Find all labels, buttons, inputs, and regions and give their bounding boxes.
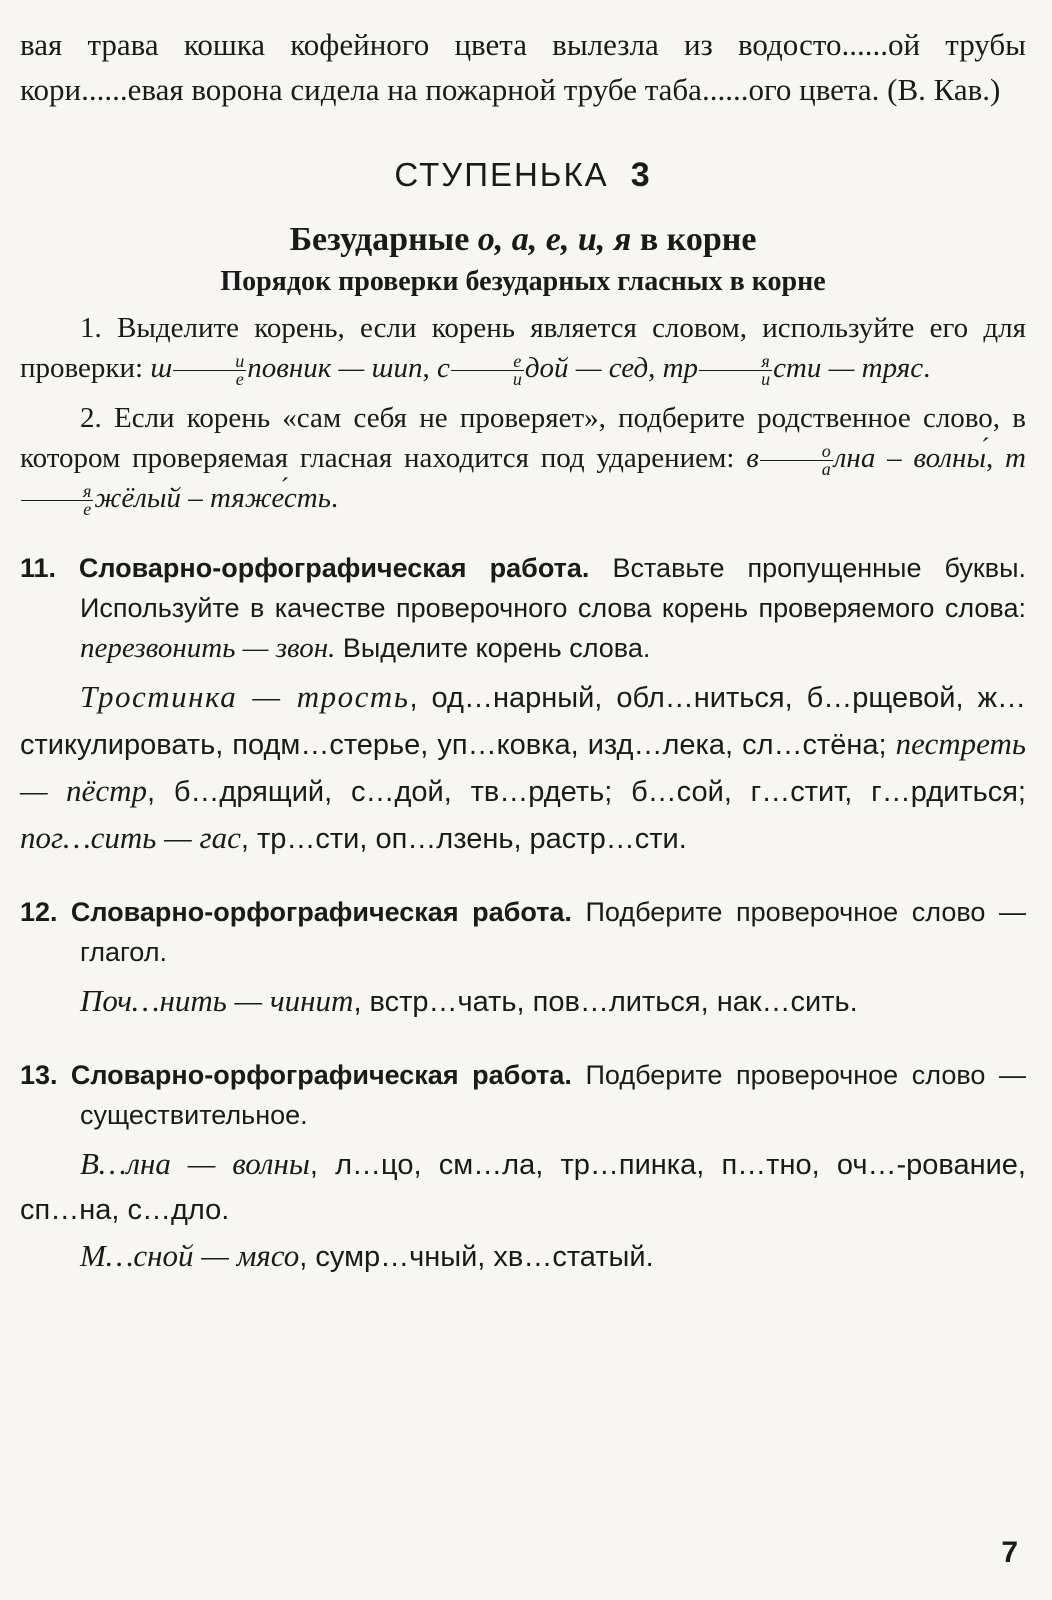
exercise-12-number: 12. <box>20 897 58 927</box>
exercise-11-title: Словарно-орфографическая работа. <box>78 553 590 583</box>
exercise-13-number: 13. <box>20 1060 58 1090</box>
exercise-13 <box>20 1055 1026 1280</box>
section-title-end: в корне <box>631 221 757 258</box>
section-title-vowels: о, а, е, и, я <box>477 221 632 258</box>
section-title-start: Безударные <box>289 221 478 258</box>
rule-2-example-1: в $\frac{о}{а}$ лна – ´ волны <box>746 442 986 474</box>
example-word: Поч…нить — чинит <box>80 983 354 1018</box>
example-word: М…сной — мясо <box>80 1238 300 1273</box>
step-label: СТУПЕНЬКА <box>394 156 609 193</box>
exercise-11-number: 11. <box>20 553 57 583</box>
exercise-12-words: Поч…нить — чинит, встр…чать, пов…литься, нак…сить. <box>80 983 858 1018</box>
exercise-12 <box>20 892 1026 1025</box>
exercise-13-title: Словарно-орфографическая работа. <box>70 1060 572 1090</box>
exercise-11-words: Тростинка — трость, од…нарный, обл…ниться, б…рщевой, ж…стикулировать, подм…стерье, уп…ковка, изд…лека, сл…стёна; пестреть — пёстр, б…дрящий, с…дой, тв…рдеть; б…сой, г…стит, г…рдиться; пог…сить — гас, тр…сти, оп…лзень, растр…сти. <box>20 679 1027 855</box>
page-number: 7 <box>1001 1536 1018 1569</box>
rule-2-text: 2. Если корень «сам себя не проверяет», подберите родственное слово, в котором проверяемая гласная находится под ударением: <box>20 402 1026 474</box>
rule-1-text: 1. Выделите корень, если корень является словом, используйте его для проверки: <box>20 312 1026 384</box>
rule-1-example-2: с $\frac{е}{и}$ дой — сед <box>436 350 649 389</box>
rule-2-example-2: т $\frac{я}{е}$ жёлый – ´ тяжесть <box>20 442 1026 514</box>
example-word: Тростинка — трость <box>80 679 410 714</box>
exercise-11-heading: 11. Словарно-орфографическая работа. Вставьте пропущенные буквы. Используйте в качестве проверочного слова корень проверяемого слова: перезвонить — звон. Выделите корень слова. <box>20 553 1026 664</box>
exercise-13-heading: 13. Словарно-орфографическая работа. Подберите проверочное слово — существительное. <box>20 1060 1026 1130</box>
exercise-12-heading: 12. Словарно-орфографическая работа. Подберите проверочное слово — глагол. <box>20 897 1026 967</box>
exercise-11-task-example: перезвонить — звон. <box>80 632 336 664</box>
step-heading <box>20 150 1026 200</box>
intro-paragraph: вая трава кошка кофейного цвета вылезла из водосто......ой трубы кори......евая ворона сидела на пожарной трубе таба......ого цвета. (В. Кав.) <box>20 27 1026 107</box>
exercise-13-words-1: В…лна — волны, л…цо, см…ла, тр…пинка, п…тно, оч…-рование, сп…на, с…дло. <box>20 1146 1026 1226</box>
vowel-fraction: $\frac{и}{е}$ <box>173 353 246 388</box>
example-word: В…лна — волны <box>80 1146 310 1181</box>
exercise-13-words-2: М…сной — мясо, сумр…чный, хв…статый. <box>80 1238 654 1273</box>
rule-1: 1. Выделите корень, если корень является словом, используйте его для проверки: ш $\frac{и}{е}$ повник — шип, с $\frac{е}{и}$ дой — сед, тр $\frac{я}{и}$ сти — тряс. <box>20 312 1026 389</box>
vowel-fraction: $\frac{я}{и}$ <box>699 353 772 388</box>
exercise-12-title: Словарно-орфографическая работа. <box>70 897 572 927</box>
vowel-fraction: $\frac{о}{а}$ <box>760 443 833 478</box>
rule-1-example-3: тр $\frac{я}{и}$ сти — тряс <box>662 350 924 389</box>
exercise-11 <box>20 548 1026 862</box>
rule-2: 2. Если корень «сам себя не проверяет», подберите родственное слово, в котором проверяемая гласная находится под ударением: в $\frac{о}{а}$ лна – ´ волны, т $\frac{я}{е}$ жёлый – ´ тяжесть. <box>20 398 1026 518</box>
section-subtitle: Порядок проверки безударных гласных в корне <box>220 266 826 297</box>
rule-1-example-1: ш $\frac{и}{е}$ повник — шип <box>150 350 423 389</box>
section-title <box>20 218 1026 262</box>
example-word: пог…сить — гас <box>20 820 241 855</box>
vowel-fraction: $\frac{я}{е}$ <box>21 483 93 518</box>
vowel-fraction: $\frac{е}{и}$ <box>451 353 524 388</box>
example-word: пестреть — пёстр <box>20 726 1026 808</box>
step-number: 3 <box>630 156 652 194</box>
